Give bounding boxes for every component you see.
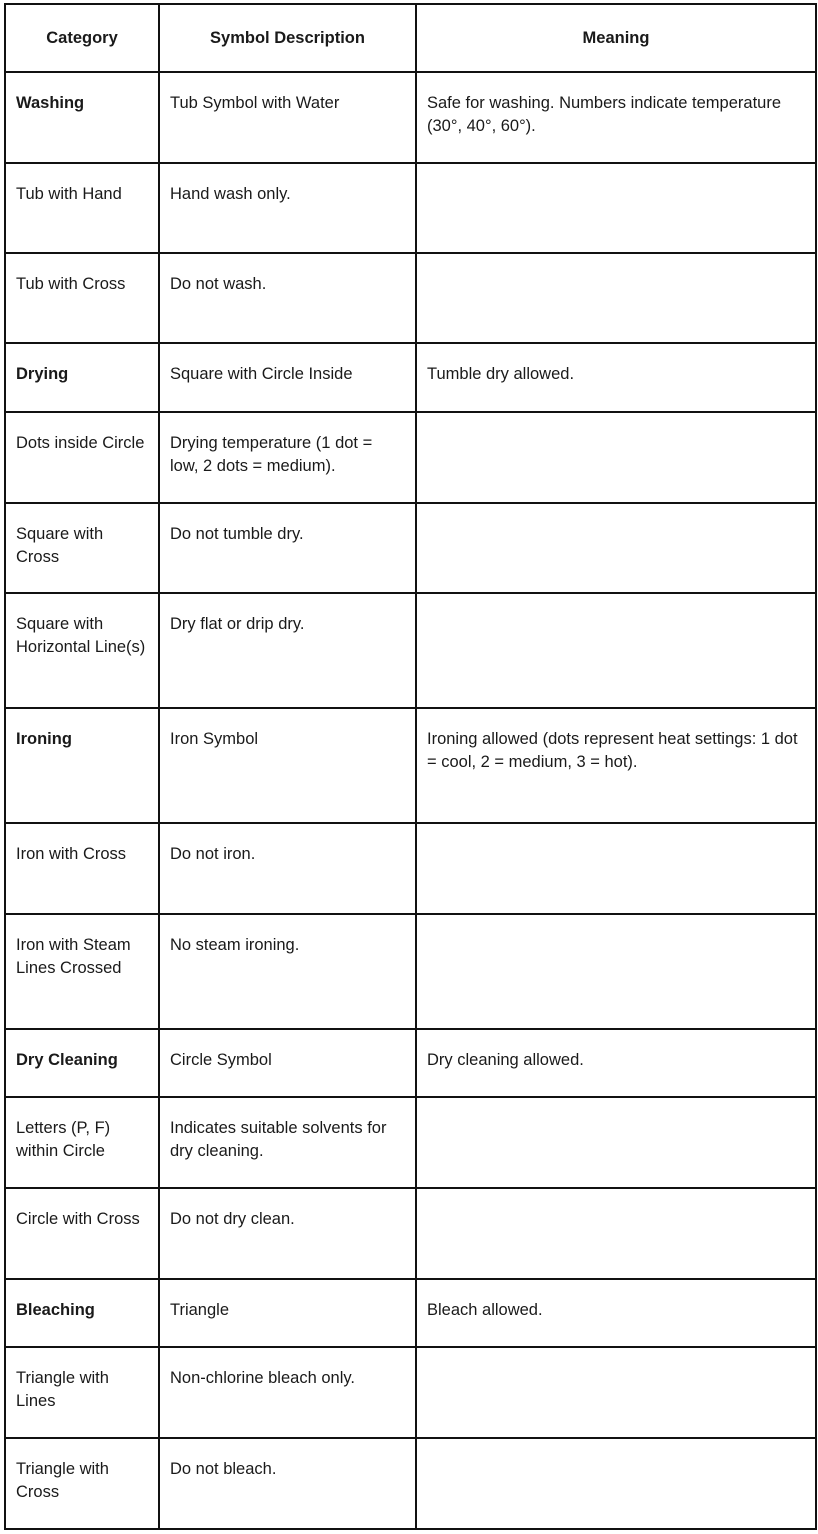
cell-meaning-text xyxy=(417,254,815,273)
table-row xyxy=(5,1347,816,1438)
cell-category xyxy=(5,412,159,503)
cell-category xyxy=(5,1279,159,1347)
cell-symbol-description xyxy=(159,72,416,163)
cell-meaning xyxy=(416,1279,816,1347)
table-row xyxy=(5,72,816,163)
cell-category xyxy=(5,253,159,343)
cell-symbol-description xyxy=(159,1279,416,1347)
cell-symbol-description-text: Do not wash. xyxy=(170,275,267,293)
cell-meaning-text xyxy=(417,164,815,183)
cell-symbol-description xyxy=(159,253,416,343)
table-row xyxy=(5,823,816,914)
cell-meaning xyxy=(416,343,816,412)
cell-meaning-text xyxy=(417,1098,815,1117)
cell-category xyxy=(5,1188,159,1279)
cell-meaning-text xyxy=(417,504,815,523)
cell-meaning xyxy=(416,1188,816,1279)
cell-category-text: Tub with Cross xyxy=(16,275,126,293)
cell-symbol-description-text: Hand wash only. xyxy=(170,185,291,203)
cell-category-text: Square with Cross xyxy=(16,525,104,566)
table-row xyxy=(5,593,816,708)
cell-meaning-text: Dry cleaning allowed. xyxy=(427,1051,584,1069)
header-meaning: Meaning xyxy=(416,4,816,72)
cell-category xyxy=(5,343,159,412)
table-row xyxy=(5,914,816,1029)
cell-symbol-description xyxy=(159,503,416,593)
table-row xyxy=(5,1097,816,1188)
table-row xyxy=(5,1279,816,1347)
cell-meaning xyxy=(416,823,816,914)
cell-meaning-text xyxy=(417,594,815,613)
cell-symbol-description-text: Drying temperature (1 dot = low, 2 dots = medium). xyxy=(170,434,373,475)
cell-category-text: Iron with Steam Lines Crossed xyxy=(16,936,131,977)
cell-meaning-text xyxy=(417,1348,815,1367)
cell-symbol-description-text: Tub Symbol with Water xyxy=(170,94,340,112)
cell-category xyxy=(5,503,159,593)
cell-meaning-text xyxy=(417,915,815,934)
cell-symbol-description-text: Iron Symbol xyxy=(170,730,259,748)
table-row xyxy=(5,1188,816,1279)
cell-symbol-description-text: Triangle xyxy=(170,1301,229,1319)
cell-meaning xyxy=(416,1438,816,1529)
cell-symbol-description xyxy=(159,1188,416,1279)
cell-category-text: Bleaching xyxy=(16,1301,95,1319)
cell-meaning xyxy=(416,253,816,343)
cell-category xyxy=(5,163,159,253)
cell-meaning xyxy=(416,503,816,593)
cell-category-text: Letters (P, F) within Circle xyxy=(16,1119,111,1160)
cell-symbol-description xyxy=(159,412,416,503)
cell-symbol-description-text: No steam ironing. xyxy=(170,936,300,954)
cell-category-text: Washing xyxy=(16,94,85,112)
cell-category xyxy=(5,72,159,163)
cell-meaning-text xyxy=(417,1439,815,1458)
cell-category xyxy=(5,1438,159,1529)
cell-meaning-text: Bleach allowed. xyxy=(427,1301,543,1319)
cell-symbol-description xyxy=(159,593,416,708)
cell-category xyxy=(5,823,159,914)
table-row xyxy=(5,343,816,412)
cell-category-text: Triangle with Lines xyxy=(16,1369,109,1410)
cell-category-text: Dry Cleaning xyxy=(16,1051,118,1069)
table-row xyxy=(5,708,816,823)
cell-category-text: Triangle with Cross xyxy=(16,1460,109,1501)
cell-meaning xyxy=(416,163,816,253)
cell-symbol-description-text: Circle Symbol xyxy=(170,1051,272,1069)
cell-category-text: Dots inside Circle xyxy=(16,434,145,452)
table-row xyxy=(5,1438,816,1529)
cell-symbol-description xyxy=(159,823,416,914)
cell-category-text: Tub with Hand xyxy=(16,185,122,203)
cell-symbol-description xyxy=(159,163,416,253)
header-category: Category xyxy=(5,4,159,72)
cell-category-text: Drying xyxy=(16,365,69,383)
cell-category xyxy=(5,593,159,708)
cell-symbol-description xyxy=(159,1029,416,1097)
cell-category-text: Ironing xyxy=(16,730,72,748)
table-header-row xyxy=(5,4,816,72)
cell-symbol-description-text: Dry flat or drip dry. xyxy=(170,615,305,633)
cell-meaning-text: Safe for washing. Numbers indicate temperature (30°, 40°, 60°). xyxy=(427,94,782,135)
cell-category xyxy=(5,708,159,823)
cell-symbol-description-text: Do not bleach. xyxy=(170,1460,277,1478)
cell-meaning xyxy=(416,1347,816,1438)
cell-meaning xyxy=(416,72,816,163)
cell-meaning-text xyxy=(417,824,815,843)
cell-category xyxy=(5,914,159,1029)
cell-meaning xyxy=(416,1029,816,1097)
cell-symbol-description-text: Non-chlorine bleach only. xyxy=(170,1369,355,1387)
cell-category-text: Square with Horizontal Line(s) xyxy=(16,615,146,656)
cell-symbol-description xyxy=(159,343,416,412)
cell-category xyxy=(5,1347,159,1438)
cell-category-text: Iron with Cross xyxy=(16,845,127,863)
cell-symbol-description xyxy=(159,1097,416,1188)
table-body xyxy=(5,72,816,1529)
table-row xyxy=(5,253,816,343)
table-row xyxy=(5,503,816,593)
cell-symbol-description-text: Indicates suitable solvents for dry cleaning. xyxy=(170,1119,387,1160)
cell-meaning xyxy=(416,1097,816,1188)
cell-symbol-description xyxy=(159,708,416,823)
table-row xyxy=(5,412,816,503)
cell-meaning xyxy=(416,412,816,503)
cell-meaning-text xyxy=(417,1189,815,1208)
cell-category xyxy=(5,1029,159,1097)
header-symbol-description: Symbol Description xyxy=(159,4,416,72)
cell-symbol-description xyxy=(159,914,416,1029)
cell-symbol-description xyxy=(159,1347,416,1438)
cell-symbol-description-text: Square with Circle Inside xyxy=(170,365,353,383)
cell-meaning xyxy=(416,708,816,823)
cell-meaning xyxy=(416,593,816,708)
cell-meaning-text xyxy=(417,413,815,432)
cell-meaning-text: Tumble dry allowed. xyxy=(427,365,575,383)
cell-meaning xyxy=(416,914,816,1029)
cell-category xyxy=(5,1097,159,1188)
cell-symbol-description xyxy=(159,1438,416,1529)
cell-meaning-text: Ironing allowed (dots represent heat settings: 1 dot = cool, 2 = medium, 3 = hot). xyxy=(427,730,798,771)
cell-symbol-description-text: Do not iron. xyxy=(170,845,256,863)
cell-symbol-description-text: Do not tumble dry. xyxy=(170,525,304,543)
laundry-care-table xyxy=(4,3,817,1530)
table-row xyxy=(5,1029,816,1097)
cell-symbol-description-text: Do not dry clean. xyxy=(170,1210,295,1228)
table-row xyxy=(5,163,816,253)
cell-category-text: Circle with Cross xyxy=(16,1210,140,1228)
